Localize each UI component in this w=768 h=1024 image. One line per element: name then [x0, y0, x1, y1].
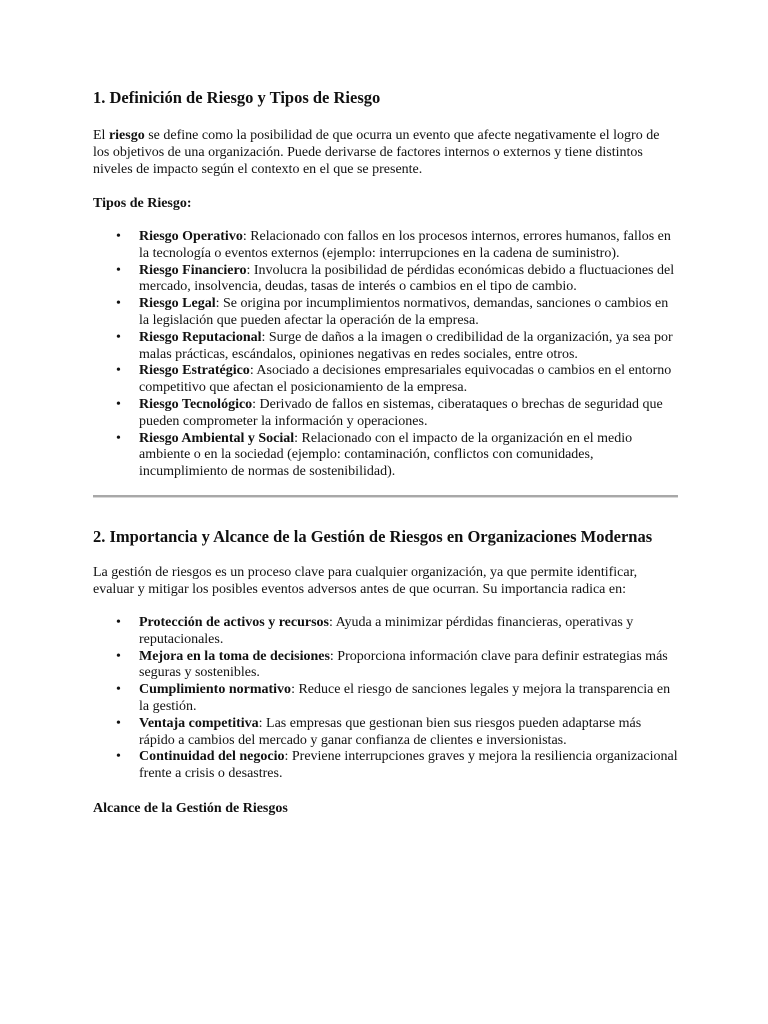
list-item	[116, 229, 678, 263]
item-term: Riesgo Tecnológico	[139, 396, 253, 412]
item-text: : Se origina por incumplimientos normativos, demandas, sanciones o cambios en la legislación que pueden afectar la operación de la empresa.	[139, 296, 669, 328]
list-item	[116, 682, 678, 716]
section1-intro	[93, 127, 678, 178]
importance-list	[93, 615, 678, 783]
bullet-icon: •	[116, 430, 121, 446]
item-term: Riesgo Operativo	[139, 229, 243, 244]
item-term: Riesgo Ambiental y Social	[139, 430, 295, 446]
list-item	[116, 749, 678, 783]
item-term: Riesgo Legal	[139, 296, 216, 312]
intro-rest: se define como la posibilidad de que ocurra un evento que afecte negativamente el logro de los objetivos de una organización. Puede derivarse de factores internos o externos y tiene distintos niveles de impacto según el contexto en el que se presente.	[93, 128, 660, 177]
bullet-icon: •	[116, 396, 121, 412]
item-text: : Relacionado con el impacto de la organización en el medio ambiente o en la sociedad (ejemplo: contaminación, conflictos con comunidades, incumplimiento de normas de sostenibilidad).	[139, 430, 633, 480]
item-term: Riesgo Estratégico	[139, 363, 250, 379]
list-item	[116, 430, 678, 481]
bullet-icon: •	[116, 749, 121, 765]
bullet-icon: •	[116, 648, 121, 664]
item-text: : Proporciona información clave para definir estrategias más seguras y sostenibles.	[139, 648, 668, 681]
section2-intro: La gestión de riesgos es un proceso clave para cualquier organización, ya que permite identificar, evaluar y mitigar los posibles eventos adversos antes de que ocurran. Su importancia radica en:	[93, 564, 638, 597]
item-term: Ventaja competitiva	[139, 715, 259, 731]
list-item	[116, 363, 678, 397]
list-item	[116, 329, 678, 364]
section2-title: 2. Importancia y Alcance de la Gestión de Riesgos en Organizaciones Modernas	[93, 526, 653, 546]
intro-bold-term: riesgo	[108, 128, 145, 143]
bullet-icon: •	[116, 614, 121, 630]
bullet-icon: •	[116, 363, 121, 379]
bullet-icon: •	[116, 682, 121, 698]
item-term: Riesgo Reputacional	[139, 329, 262, 345]
bullet-icon: •	[116, 262, 121, 278]
item-text: : Asociado a decisiones empresariales equivocadas o cambios en el entorno competitivo que afectan el posicionamiento de la empresa.	[139, 363, 672, 396]
item-text: : Reduce el riesgo de sanciones legales y mejora la transparencia en la gestión.	[139, 682, 671, 714]
risk-types-list	[93, 229, 678, 481]
item-text: : Relacionado con fallos en los procesos internos, errores humanos, fallos en la tecnología o eventos externos (ejemplo: interrupciones en la cadena de suministro).	[139, 229, 671, 261]
item-term: Cumplimiento normativo	[139, 682, 292, 698]
horizontal-divider	[93, 495, 678, 498]
list-item	[116, 715, 678, 750]
document-page	[93, 88, 678, 817]
bullet-icon: •	[116, 715, 121, 731]
list-item	[116, 262, 678, 297]
item-text: : Surge de daños a la imagen o credibilidad de la organización, ya sea por malas prácticas, escándalos, opiniones negativas en redes sociales, entre otros.	[139, 329, 673, 362]
item-text: : Derivado de fallos en sistemas, ciberataques o brechas de seguridad que pueden comprometer la información y operaciones.	[139, 396, 663, 429]
item-text: : Previene interrupciones graves y mejora la resiliencia organizacional frente a crisis o desastres.	[139, 749, 678, 782]
item-text: : Las empresas que gestionan bien sus riesgos pueden adaptarse más rápido a cambios del mercado y ganar confianza de clientes e inversionistas.	[139, 715, 642, 748]
item-term: Mejora en la toma de decisiones	[139, 648, 330, 664]
list-item	[116, 396, 678, 431]
item-term: Riesgo Financiero	[139, 262, 247, 278]
bullet-icon: •	[116, 329, 121, 345]
alcance-heading: Alcance de la Gestión de Riesgos	[93, 800, 288, 816]
item-text: : Involucra la posibilidad de pérdidas económicas debido a fluctuaciones del mercado, insolvencia, deudas, tasas de interés o cambios en el tipo de cambio.	[139, 262, 675, 295]
bullet-icon: •	[116, 229, 121, 244]
intro-prefix: El	[93, 128, 109, 143]
list-item	[116, 614, 678, 649]
types-heading: Tipos de Riesgo:	[93, 196, 192, 211]
item-term: Protección de activos y recursos	[139, 614, 329, 630]
item-text: : Ayuda a minimizar pérdidas financieras, operativas y reputacionales.	[139, 614, 634, 647]
item-term: Continuidad del negocio	[139, 749, 285, 765]
list-item	[116, 648, 678, 683]
list-item	[116, 296, 678, 330]
bullet-icon: •	[116, 296, 121, 312]
section1-title: 1. Definición de Riesgo y Tipos de Riesgo	[93, 88, 381, 107]
